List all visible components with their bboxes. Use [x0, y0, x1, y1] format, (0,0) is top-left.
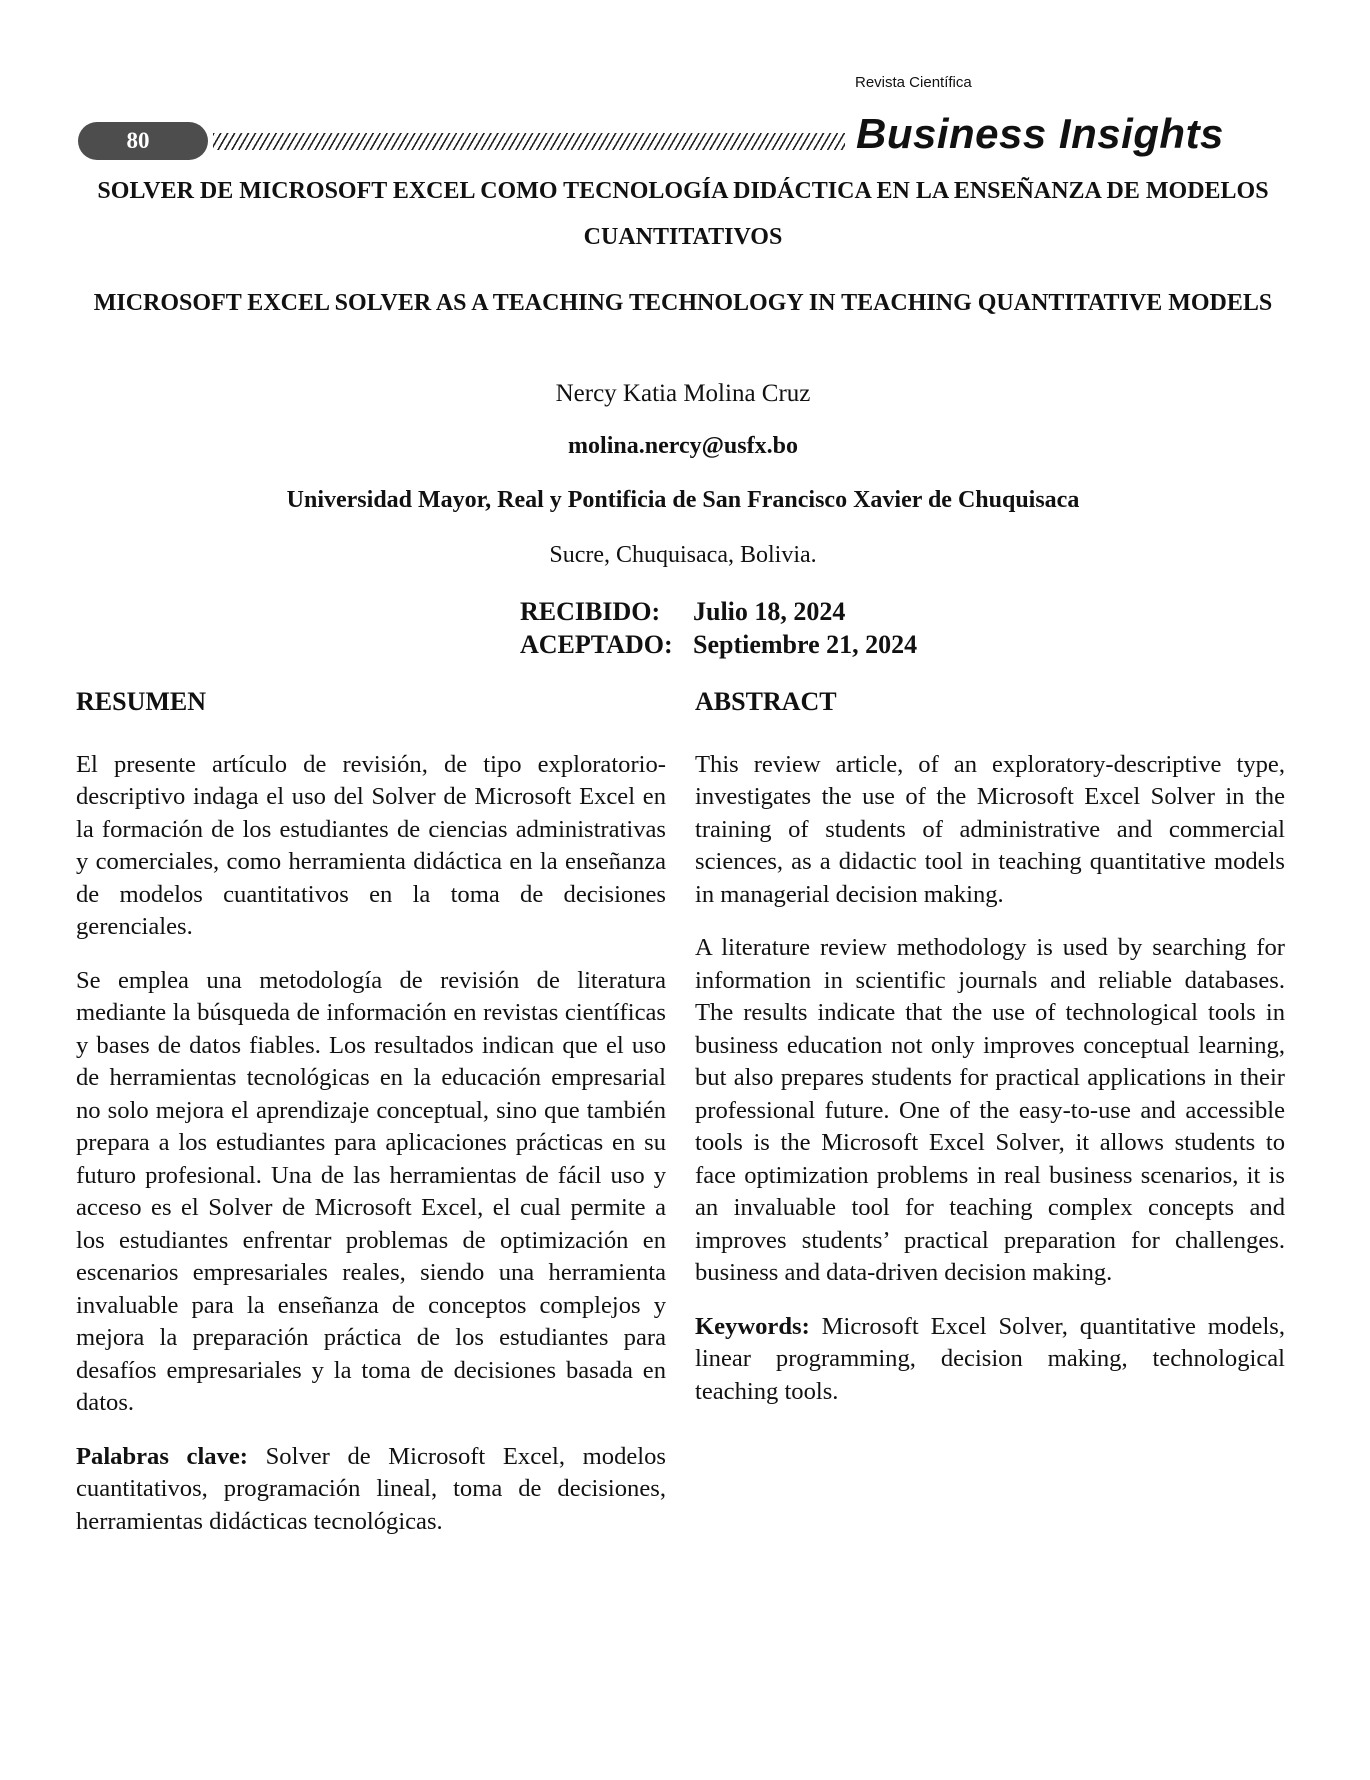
abstract-keywords — [695, 1311, 1285, 1409]
abstract-paragraph-1: This review article, of an exploratory-descriptive type, investigates the use of the Microsoft Excel Solver in the training of students of administrative and commercial sciences, as a didactic tool in teaching quantitative models in managerial decision making. — [695, 750, 1285, 908]
resumen-keywords-text: Solver de Microsoft Excel, modelos cuantitativos, programación lineal, toma de decisiones, herramientas didácticas tecnológicas. — [76, 1442, 666, 1535]
title-spanish: SOLVER DE MICROSOFT EXCEL COMO TECNOLOGÍA DIDÁCTICA EN LA ENSEÑANZA DE MODELOS CUANTITATIVOS — [97, 178, 1269, 250]
abstract-paragraph-2: A literature review methodology is used by searching for information in scientific journals and reliable databases. The results indicate that the use of technological tools in business education not only improves conceptual learning, but also prepares students for practical applications in their professional future. One of the easy-to-use and accessible tools is the Microsoft Excel Solver, it allows students to face optimization problems in real business scenarios, it is an invaluable tool for teaching complex concepts and improves students’ practical preparation for challenges. business and data-driven decision making. — [695, 934, 1285, 1286]
resumen-keywords — [76, 1441, 666, 1539]
resumen-paragraph-1: El presente artículo de revisión, de tipo exploratorio-descriptivo indaga el uso del Solver de Microsoft Excel en la formación de los estudiantes de ciencias administrativas y comerciales, como herramienta didáctica en la enseñanza de modelos cuantitativos en la toma de decisiones gerenciales. — [76, 750, 666, 940]
abstract-column — [695, 686, 1285, 1429]
header-hatch-divider — [213, 133, 845, 150]
author-name: Nercy Katia Molina Cruz — [555, 380, 811, 407]
resumen-paragraph-2: Se emplea una metodología de revisión de literatura mediante la búsqueda de información en revistas científicas y bases de datos fiables. Los resultados indican que el uso de herramientas tecnológicas en la educación empresarial no solo mejora el aprendizaje conceptual, sino que también prepara a los estudiantes para aplicaciones prácticas en su futuro profesional. Una de las herramientas de fácil uso y acceso es el Solver de Microsoft Excel, el cual permite a los estudiantes enfrentar problemas de optimización en escenarios empresariales reales, siendo una herramienta invaluable para la enseñanza de conceptos complejos y mejora la preparación práctica de los estudiantes para desafíos empresariales y la toma de decisiones basada en datos. — [76, 966, 666, 1416]
title-english: MICROSOFT EXCEL SOLVER AS A TEACHING TECHNOLOGY IN TEACHING QUANTITATIVE MODELS — [93, 290, 1273, 316]
received-label: RECIBIDO: — [520, 597, 661, 626]
received-date: Julio 18, 2024 — [693, 597, 846, 626]
resumen-heading: RESUMEN — [76, 687, 207, 716]
author-location: Sucre, Chuquisaca, Bolivia. — [549, 542, 817, 568]
journal-name: Business Insights — [856, 110, 1224, 157]
resumen-column — [76, 686, 666, 1559]
author-email: molina.nercy@usfx.bo — [568, 433, 798, 459]
page-number-badge: 80 — [78, 122, 208, 160]
abstract-heading: ABSTRACT — [695, 687, 837, 716]
submission-dates — [520, 595, 917, 661]
journal-kicker: Revista Científica — [855, 74, 972, 91]
accepted-row — [520, 628, 917, 661]
accepted-date: Septiembre 21, 2024 — [693, 630, 918, 659]
resumen-keywords-label: Palabras clave: — [76, 1442, 248, 1470]
accepted-label: ACEPTADO: — [520, 630, 673, 659]
author-affiliation: Universidad Mayor, Real y Pontificia de San Francisco Xavier de Chuquisaca — [286, 487, 1080, 513]
abstract-keywords-text: Microsoft Excel Solver, quantitative models, linear programming, decision making, technological teaching tools. — [695, 1312, 1285, 1405]
abstract-keywords-label: Keywords: — [695, 1312, 810, 1340]
received-row — [520, 595, 917, 628]
